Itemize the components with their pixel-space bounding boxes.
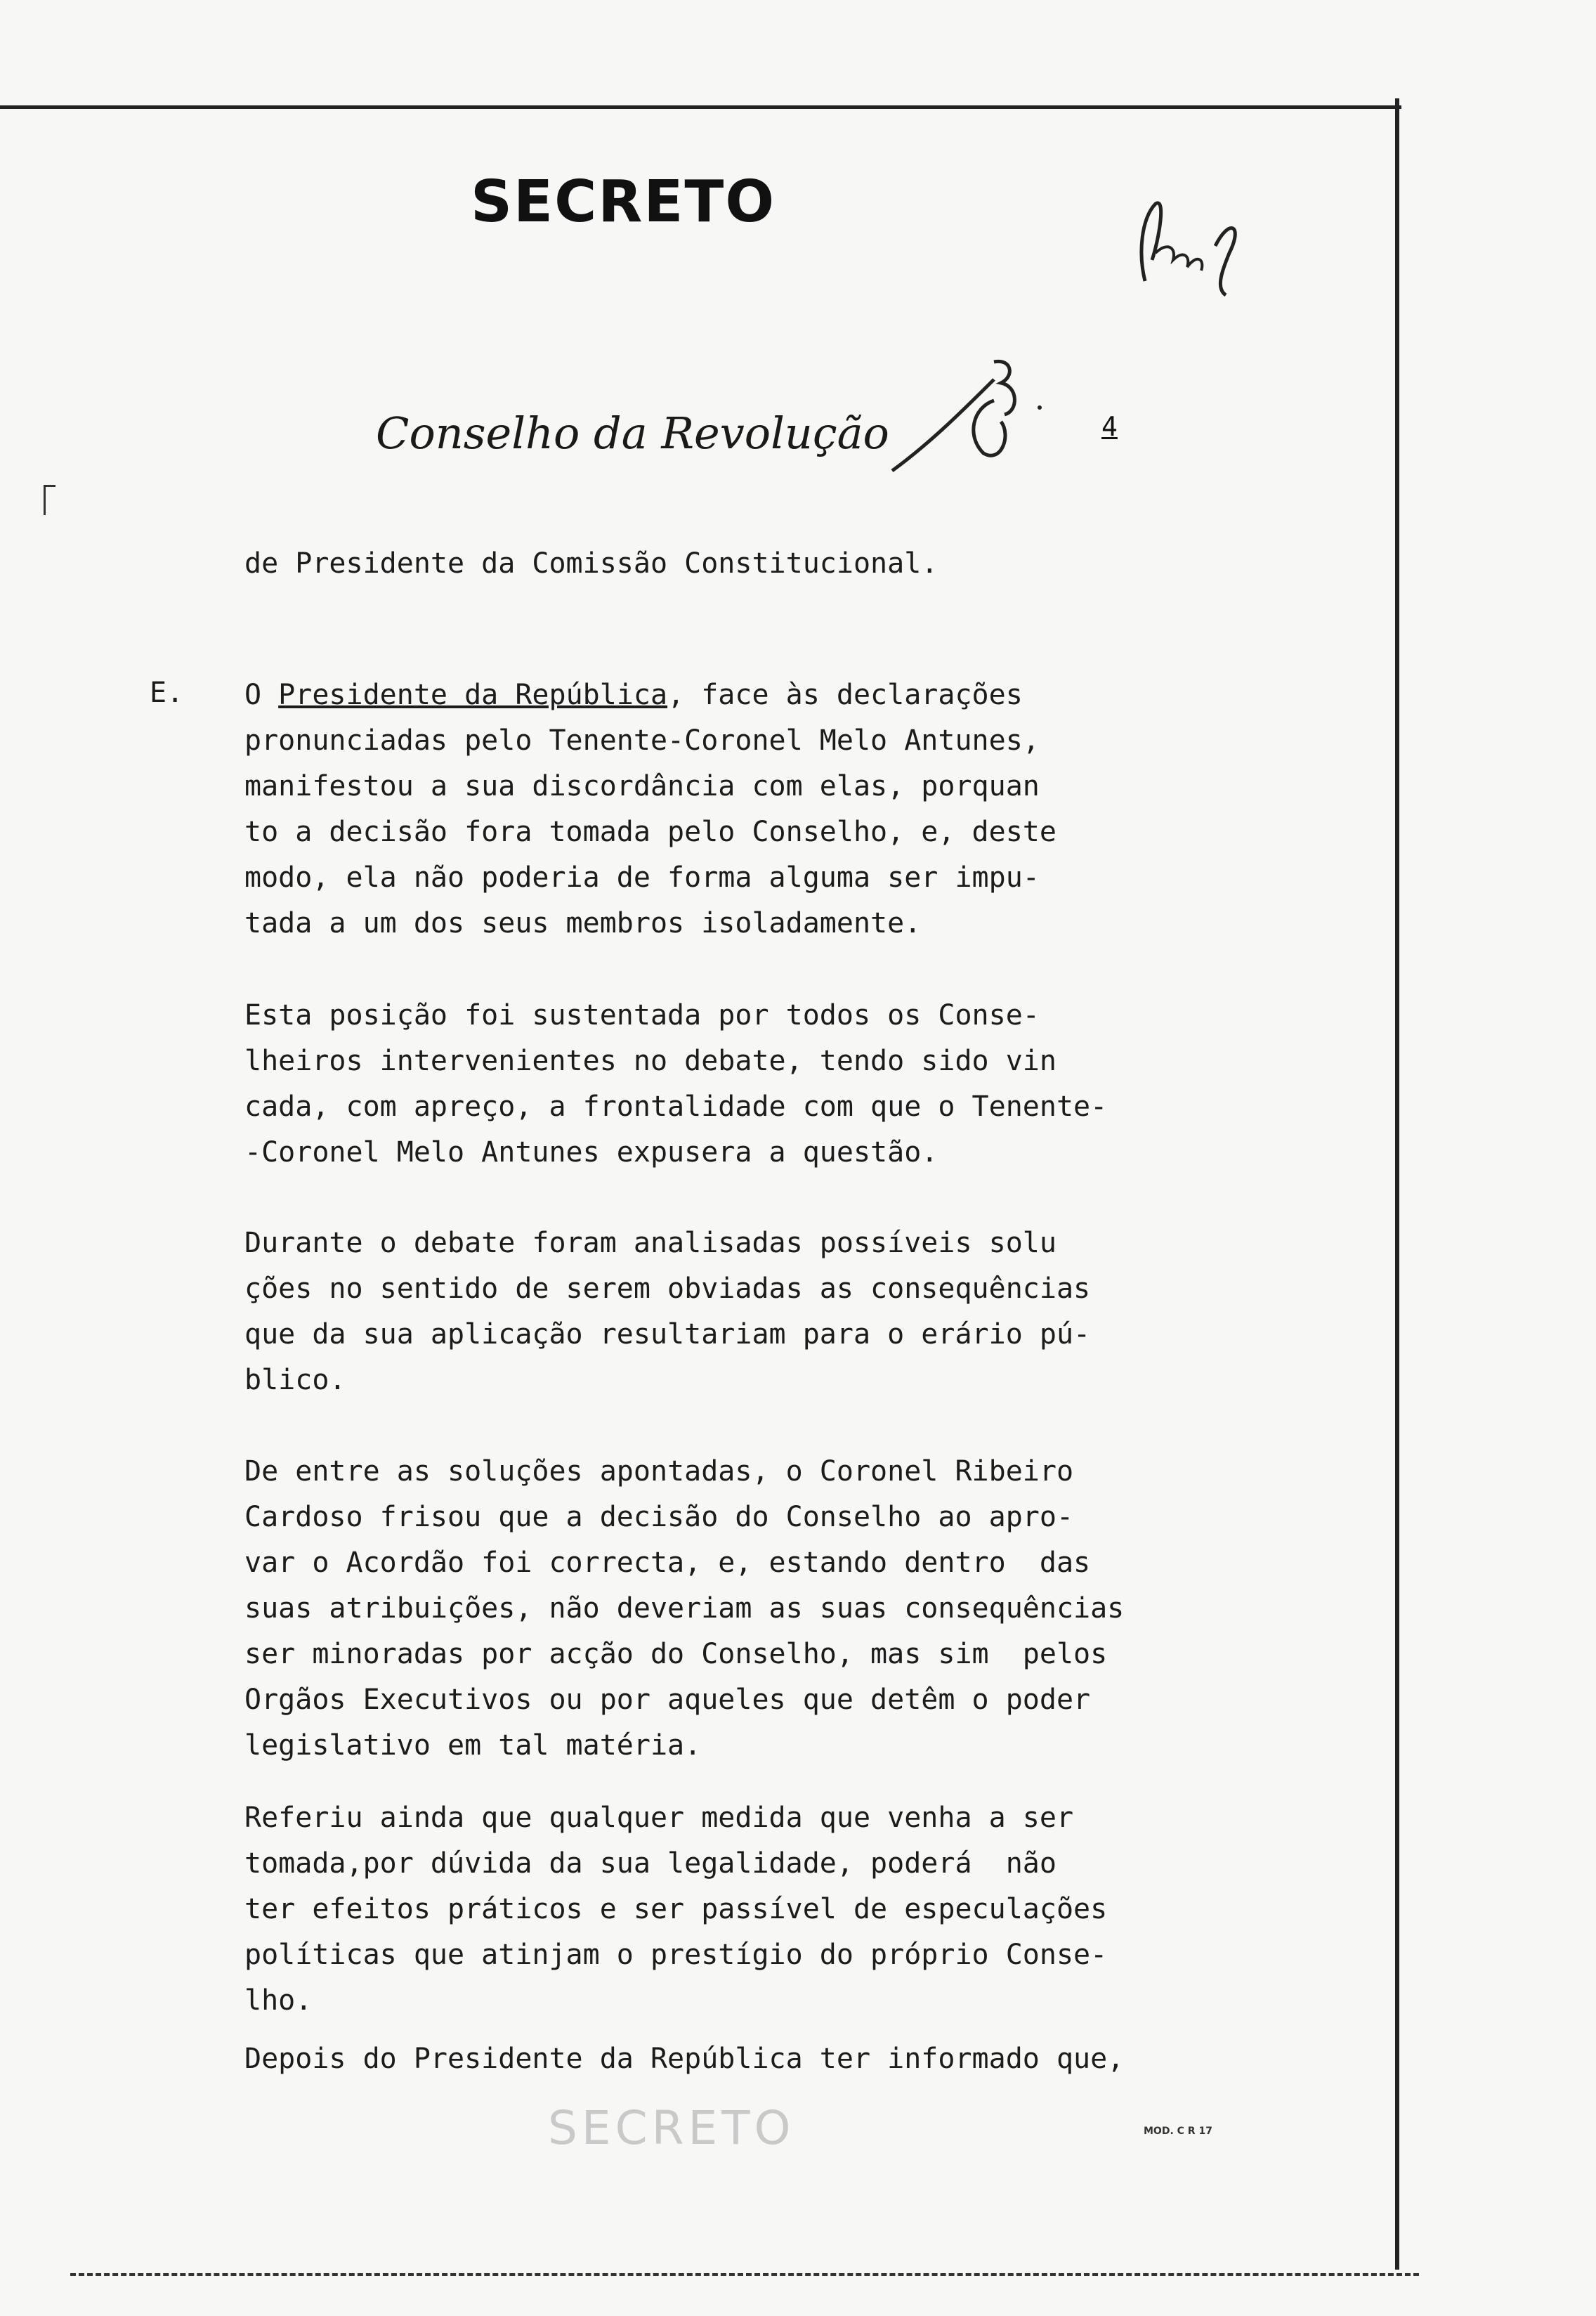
para2-line: -Coronel Melo Antunes expusera a questão. [244, 1136, 938, 1169]
classification-stamp-top: SECRETO [471, 169, 776, 235]
para3-line: ções no sentido de serem obviadas as consequências [244, 1273, 1091, 1305]
paragraph-2 [244, 993, 1242, 1176]
para4-line: Orgãos Executivos ou por aqueles que detêm o poder [244, 1684, 1091, 1716]
page-border-right [1395, 98, 1399, 2270]
para-e-line3: manifestou a sua discordância com elas, porquan [244, 770, 1040, 802]
paragraph-4 [244, 1449, 1242, 1769]
para5-line: políticas que atinjam o prestígio do próprio Conse- [244, 1939, 1108, 1971]
para4-line: ser minoradas por acção do Conselho, mas sim pelos [244, 1638, 1108, 1670]
para-e-line1-prefix: O [244, 679, 279, 711]
para3-line: que da sua aplicação resultariam para o erário pú- [244, 1318, 1091, 1351]
form-code: MOD. C R 17 [1144, 2126, 1212, 2137]
corner-bracket-mark [44, 485, 55, 515]
para2-line: Esta posição foi sustentada por todos os Conse- [244, 999, 1040, 1032]
para5-line: ter efeitos práticos e ser passível de especulações [244, 1893, 1108, 1925]
para4-line: suas atribuições, não deveriam as suas consequências [244, 1592, 1125, 1625]
para4-line: legislativo em tal matéria. [244, 1729, 702, 1762]
section-letter: E. [150, 677, 184, 709]
para6-line: Depois do Presidente da República ter informado que, [244, 2043, 1125, 2075]
para5-line: Referiu ainda que qualquer medida que venha a ser [244, 1802, 1074, 1834]
para3-line: Durante o debate foram analisadas possíveis solu [244, 1227, 1057, 1259]
para-e-line4: to a decisão fora tomada pelo Conselho, e, deste [244, 816, 1057, 848]
intro-line: de Presidente da Comissão Constitucional. [244, 547, 938, 580]
paragraph-5 [244, 1795, 1242, 2024]
para5-line: lho. [244, 1984, 313, 2017]
para-e-line1-suffix: , face às declarações [667, 679, 1023, 711]
page-border-bottom [70, 2273, 1419, 2276]
handwritten-initials-signature [1124, 176, 1257, 302]
handwritten-mark-signature [889, 358, 1050, 478]
para4-line: var o Acordão foi correcta, e, estando dentro das [244, 1547, 1091, 1579]
para4-line: De entre as soluções apontadas, o Coronel Ribeiro [244, 1455, 1074, 1488]
president-of-republic-underlined: Presidente da República [278, 679, 668, 711]
para-e-line5: modo, ela não poderia de forma alguma ser impu- [244, 861, 1040, 894]
para-e-line2: pronunciadas pelo Tenente-Coronel Melo Antunes, [244, 724, 1040, 757]
para3-line: blico. [244, 1364, 346, 1396]
paragraph-3 [244, 1221, 1242, 1403]
classification-stamp-bottom-faded: SECRETO [548, 2101, 795, 2155]
para-e-line6: tada a um dos seus membros isoladamente. [244, 907, 922, 939]
paragraph-6 [244, 2036, 1242, 2082]
page-number: 4 [1101, 411, 1118, 442]
paragraph-e [244, 672, 1242, 946]
para4-line: Cardoso frisou que a decisão do Conselho ao apro- [244, 1501, 1074, 1533]
para5-line: tomada,por dúvida da sua legalidade, poderá não [244, 1847, 1057, 1880]
para2-line: cada, com apreço, a frontalidade com que o Tenente- [244, 1091, 1108, 1123]
page-border-top [0, 105, 1401, 109]
para2-line: lheiros intervenientes no debate, tendo sido vin [244, 1045, 1057, 1077]
letterhead-title: Conselho da Revolução [376, 408, 889, 459]
